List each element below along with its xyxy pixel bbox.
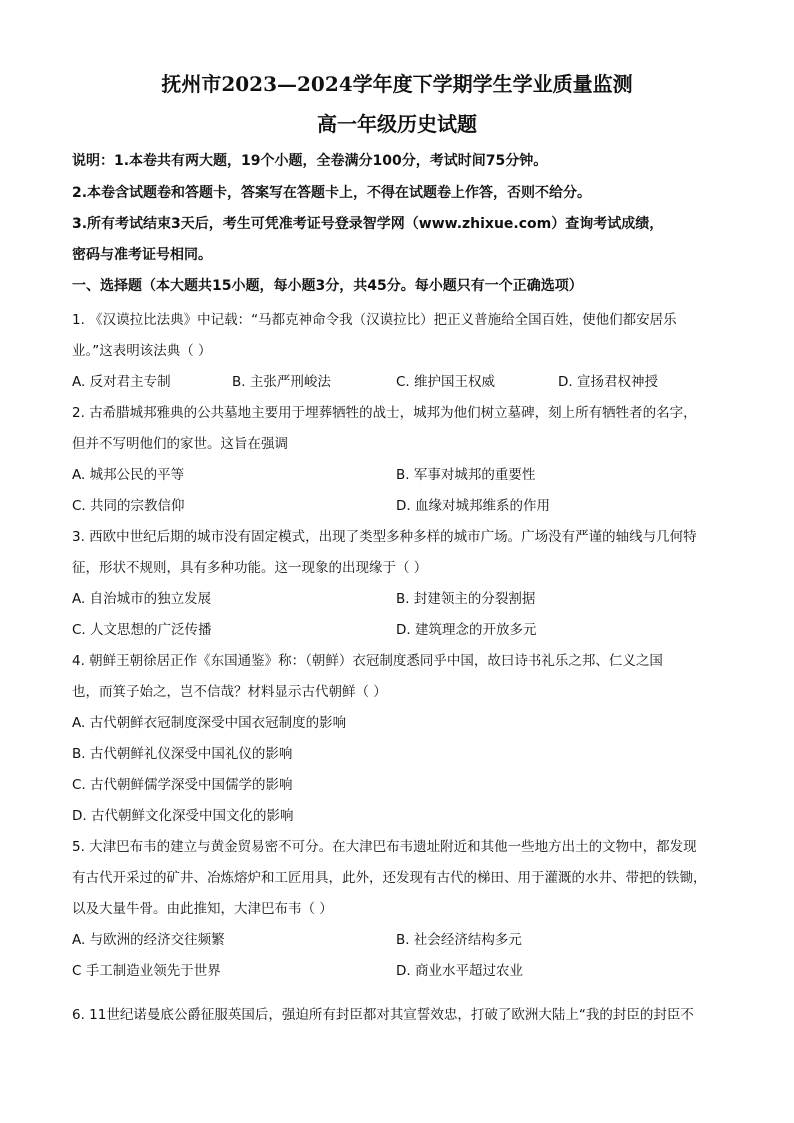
question-3-option-a: A. 自治城市的独立发展 xyxy=(72,591,212,607)
instruction-line-3: 3.所有考试结束3天后，考生可凭准考证号登录智学网（www.zhixue.com）查询考试成绩， xyxy=(72,216,664,232)
exam-title: 抚州市2023—2024学年度下学期学生学业质量监测 xyxy=(161,72,633,96)
question-5-option-c: C 手工制造业领先于世界 xyxy=(72,963,221,979)
question-5-line-2: 有古代开采过的矿井、冶炼熔炉和工匠用具，此外，还发现有古代的梯田、用于灌溉的水井、带把的铁锄， xyxy=(72,870,707,886)
question-5-line-3: 以及大量牛骨。由此推知，大津巴布韦（ ） xyxy=(72,901,333,917)
question-6-line-1: 6. 11世纪诺曼底公爵征服英国后，强迫所有封臣都对其宣誓效忠，打破了欧洲大陆上“我的封臣的封臣不 xyxy=(72,1007,694,1023)
section-heading: 一、选择题（本大题共15小题，每小题3分，共45分。每小题只有一个正确选项） xyxy=(72,278,583,294)
question-3-option-d: D. 建筑理念的开放多元 xyxy=(396,622,537,638)
question-2-line-2: 但并不写明他们的家世。这旨在强调 xyxy=(72,436,288,452)
question-4-line-1: 4. 朝鲜王朝徐居正作《东国通鉴》称：（朝鲜）衣冠制度悉同乎中国，故曰诗书礼乐之邦、仁义之国 xyxy=(72,653,663,669)
question-1-option-b: B. 主张严刑峻法 xyxy=(232,374,331,390)
question-1-line-1: 1. 《汉谟拉比法典》中记载：“马都克神命令我（汉谟拉比）把正义普施给全国百姓，使他们都安居乐 xyxy=(72,312,677,328)
question-5-option-b: B. 社会经济结构多元 xyxy=(396,932,522,948)
instruction-line-1: 说明：1.本卷共有两大题，19个小题，全卷满分100分，考试时间75分钟。 xyxy=(72,153,548,169)
question-4-option-a: A. 古代朝鲜衣冠制度深受中国衣冠制度的影响 xyxy=(72,715,347,731)
question-3-option-c: C. 人文思想的广泛传播 xyxy=(72,622,212,638)
question-1-option-a: A. 反对君主专制 xyxy=(72,374,171,390)
question-5-option-a: A. 与欧洲的经济交往频繁 xyxy=(72,932,225,948)
question-5-line-1: 5. 大津巴布韦的建立与黄金贸易密不可分。在大津巴布韦遗址附近和其他一些地方出土的文物中，都发现 xyxy=(72,839,697,855)
question-1-option-c: C. 维护国王权威 xyxy=(396,374,496,390)
question-1-option-d: D. 宣扬君权神授 xyxy=(558,374,658,390)
question-2-option-d: D. 血缘对城邦维系的作用 xyxy=(396,498,550,514)
question-2-option-c: C. 共同的宗教信仰 xyxy=(72,498,185,514)
question-1-line-2: 业。”这表明该法典（ ） xyxy=(72,343,212,359)
question-2-option-a: A. 城邦公民的平等 xyxy=(72,467,185,483)
question-3-line-2: 征，形状不规则，具有多种功能。这一现象的出现缘于（ ） xyxy=(72,560,428,576)
question-2-option-b: B. 军事对城邦的重要性 xyxy=(396,467,536,483)
instruction-line-2: 2.本卷含试题卷和答题卡，答案写在答题卡上，不得在试题卷上作答，否则不给分。 xyxy=(72,185,592,201)
question-4-option-c: C. 古代朝鲜儒学深受中国儒学的影响 xyxy=(72,777,293,793)
question-2-line-1: 2. 古希腊城邦雅典的公共墓地主要用于埋葬牺牲的战士，城邦为他们树立墓碑，刻上所有牺牲者的名字， xyxy=(72,405,697,421)
question-4-line-2: 也，而箕子始之，岂不信哉？材料显示古代朝鲜（ ） xyxy=(72,684,387,700)
exam-subtitle: 高一年级历史试题 xyxy=(317,112,477,136)
question-3-line-1: 3. 西欧中世纪后期的城市没有固定模式，出现了类型多种多样的城市广场。广场没有严谨的轴线与几何特 xyxy=(72,529,697,545)
question-5-option-d: D. 商业水平超过农业 xyxy=(396,963,523,979)
instruction-line-4: 密码与准考证号相同。 xyxy=(72,247,212,263)
question-4-option-b: B. 古代朝鲜礼仪深受中国礼仪的影响 xyxy=(72,746,293,762)
question-3-option-b: B. 封建领主的分裂割据 xyxy=(396,591,536,607)
question-4-option-d: D. 古代朝鲜文化深受中国文化的影响 xyxy=(72,808,294,824)
